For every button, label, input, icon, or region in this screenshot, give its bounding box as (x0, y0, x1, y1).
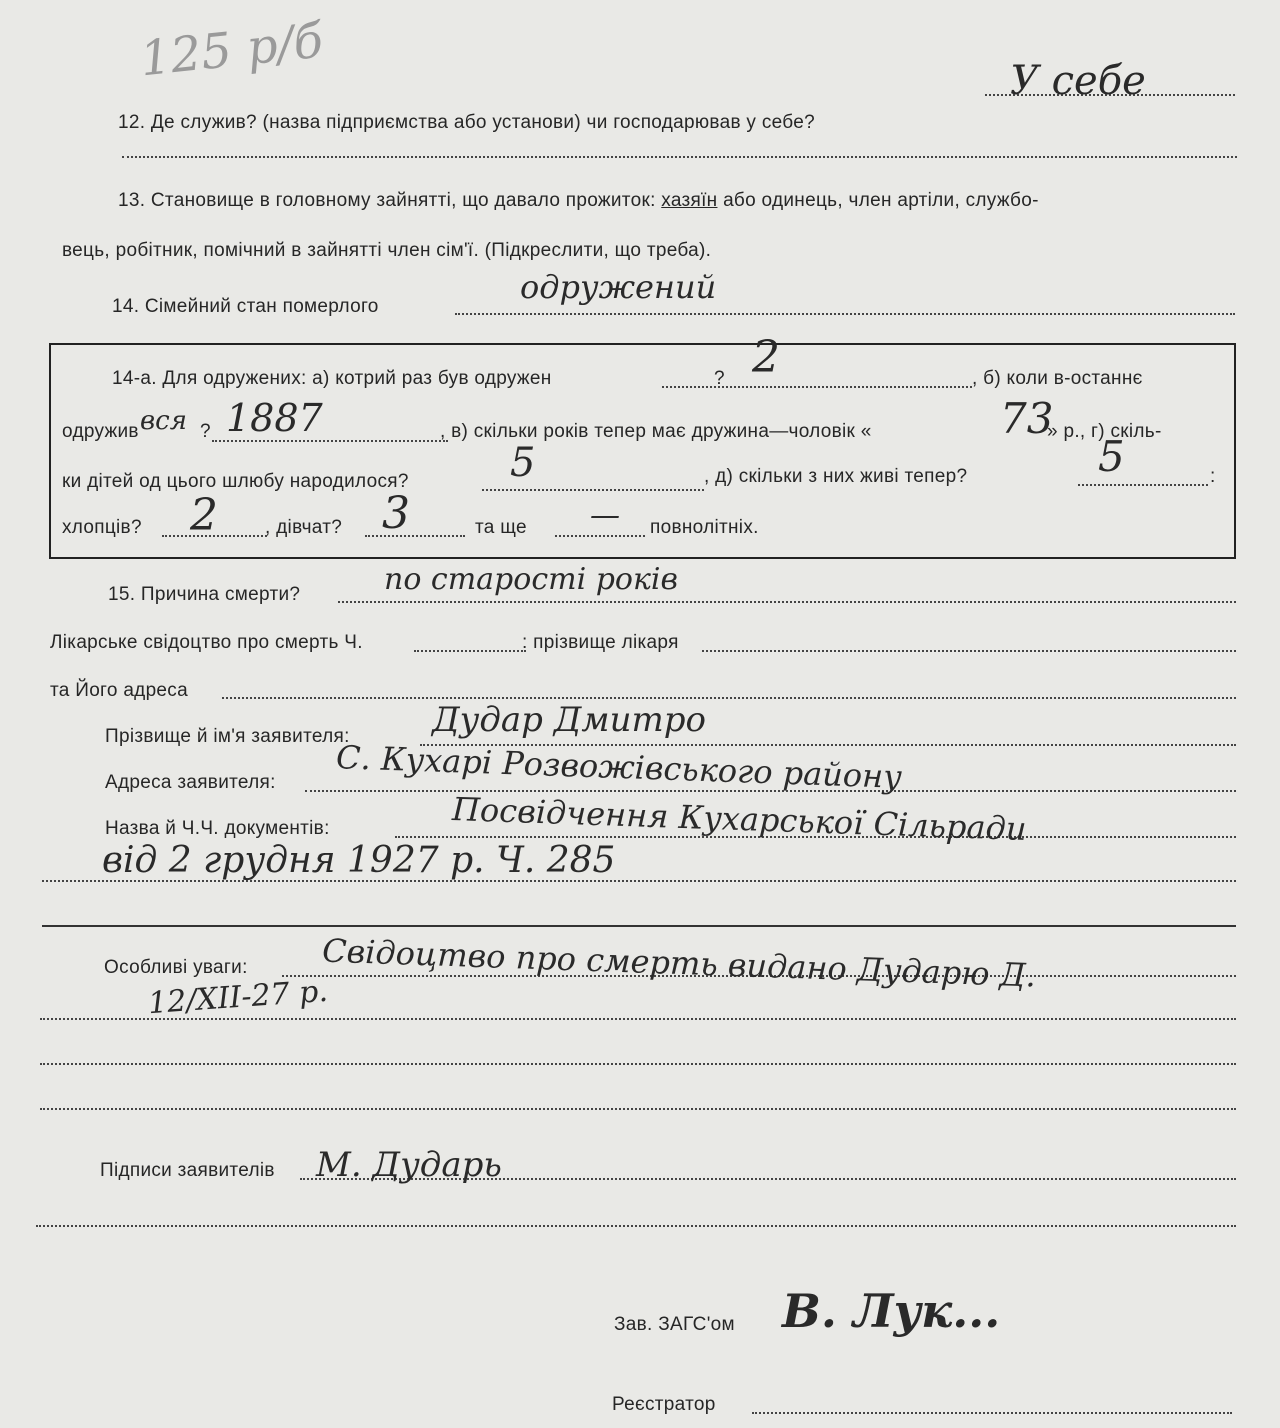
remarks-line3 (40, 1063, 1236, 1065)
doctor-name-line (702, 650, 1236, 652)
q14a-boys-label: хлопців? (62, 517, 142, 538)
remarks-line4 (40, 1108, 1236, 1110)
q14a-adults-label: повнолітніх. (650, 517, 759, 538)
q15-answer-line (338, 601, 1236, 603)
q14a-year-line (212, 440, 448, 442)
q14a-text-married: одружив (62, 421, 139, 442)
q13-line1 (118, 190, 1039, 212)
q14a-girls-line (365, 535, 465, 537)
registrar-line (752, 1412, 1232, 1414)
q14a-when-qmark: ? (200, 421, 211, 442)
q14a-text-children: » р., г) скіль- (1047, 421, 1162, 442)
q13-line2: вець, робітник, помічний в зайнятті член сім'ї. (Підкреслити, що треба). (62, 240, 712, 261)
q14a-more-label: та ще (475, 517, 527, 538)
q14a-born-label: ки дітей од цього шлюбу народилося? (62, 471, 409, 492)
q14a-born-answer: 5 (510, 440, 536, 486)
q14a-boys-answer: 2 (190, 490, 218, 541)
q14-answer-line (455, 313, 1235, 315)
remarks-date: 12/XII-27 р. (146, 973, 329, 1022)
applicant-address-value: С. Кухарі Розвожівського району (335, 738, 903, 796)
zags-signature: В. Лук... (782, 1284, 1001, 1338)
remarks-label: Особливі уваги: (104, 957, 248, 978)
q14a-adults-line (555, 535, 645, 537)
q14a-adults-answer: — (590, 498, 620, 533)
q14a-year-answer: 1887 (226, 396, 323, 440)
q15-label: 15. Причина смерти? (108, 584, 301, 605)
applicant-address-label: Адреса заявителя: (105, 772, 276, 793)
q14a-text-spouse: , в) скільки років тепер має дружина—чоловік « (440, 421, 872, 442)
q14a-girls-label: , дівчат? (265, 517, 343, 538)
remarks-value: Свідоцтво про смерть видано Дударю Д. (321, 931, 1037, 995)
q13-text-post: або одинець, член артіли, службо- (723, 190, 1039, 211)
applicant-name-label: Прізвище й ім'я заявителя: (105, 726, 350, 747)
q14a-line1 (112, 368, 552, 390)
archive-stamp-number: 125 р/б (137, 12, 326, 88)
q14a-text-b: , б) коли в-останнє (972, 368, 1143, 389)
signatures-value: М. Дударь (316, 1145, 502, 1185)
q14a-girls-answer: 3 (382, 488, 410, 539)
q15-answer: по старості років (384, 562, 678, 597)
q14a-times-qmark: ? (714, 368, 725, 389)
q14a-line2-start (62, 421, 139, 443)
remarks-line2 (40, 1018, 1236, 1020)
q14a-born-line (482, 489, 704, 491)
registrar-label: Реєстратор (612, 1394, 716, 1415)
applicant-name-value: Дудар Дмитро (432, 700, 706, 740)
q12-second-line (122, 156, 1237, 158)
applicant-documents-value: Посвідчення Кухарської Сільради (451, 789, 1028, 849)
q14-answer: одружений (520, 268, 717, 306)
q14a-alive-colon: : (1210, 466, 1216, 487)
q14a-times-line (662, 386, 972, 388)
q14a-text-a: 14-а. Для одружених: а) котрий раз був одружен (112, 368, 552, 389)
q14a-alive-line (1078, 484, 1208, 486)
q14a-alive-answer: 5 (1098, 432, 1125, 481)
q14a-when-handwritten: вся (140, 406, 187, 436)
q13-underlined-option: хазяїн (661, 190, 718, 211)
applicant-documents-value2: від 2 грудня 1927 р. Ч. 285 (102, 840, 616, 881)
signatures-line2 (36, 1225, 1236, 1227)
zags-label: Зав. ЗАГС'ом (614, 1314, 735, 1335)
q12-answer: У себе (1010, 58, 1146, 104)
doctor-cert-line (414, 650, 526, 652)
signatures-label: Підписи заявителів (100, 1160, 275, 1181)
q14a-alive-label: , д) скільки з них живі тепер? (704, 466, 968, 487)
applicant-documents-label: Назва й Ч.Ч. документів: (105, 818, 330, 839)
separator-line (42, 925, 1236, 927)
doctor-cert-label: Лікарське свідоцтво про смерть Ч. (50, 632, 363, 653)
q13-text-pre: 13. Становище в головному зайнятті, що давало прожиток: (118, 190, 656, 211)
doctor-address-line (222, 697, 1236, 699)
q14a-spouse-age: 73 (1000, 394, 1054, 443)
doctor-name-label: : прізвище лікаря (522, 632, 679, 653)
q14-label: 14. Сімейний стан померлого (112, 296, 379, 317)
doctor-address-label: та Його адреса (50, 680, 188, 701)
q12-label: 12. Де служив? (назва підприємства або установи) чи господарював у себе? (118, 112, 815, 133)
q14a-times-answer: 2 (752, 332, 780, 383)
